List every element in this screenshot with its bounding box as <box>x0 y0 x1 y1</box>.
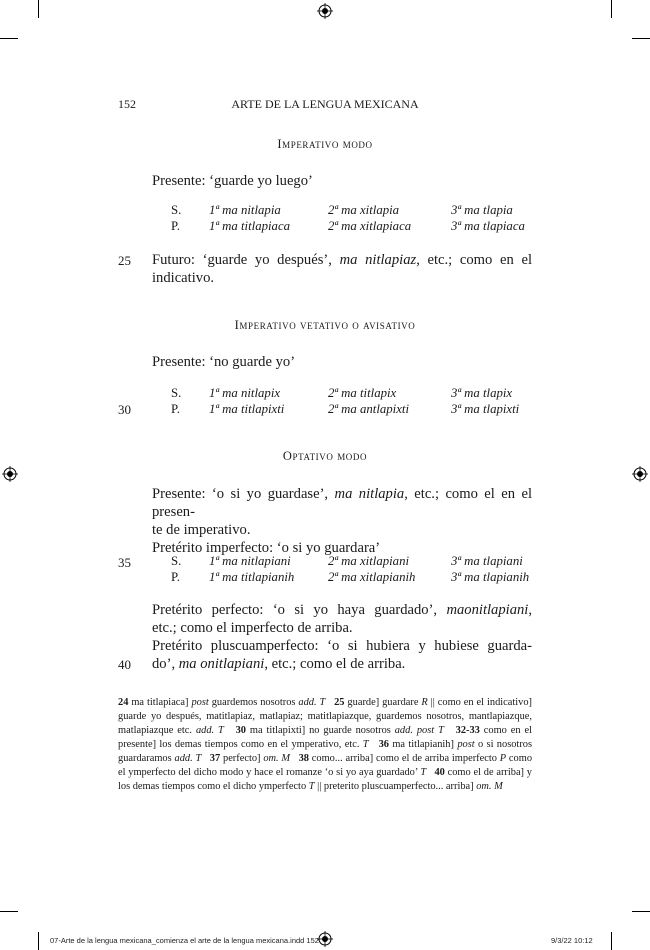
crop-mark <box>38 0 39 18</box>
table-row-label: P. <box>171 570 180 584</box>
presente-line: Presente: ‘no guarde yo’ <box>152 354 296 370</box>
presente-line: Presente: ‘guarde yo luego’ <box>152 173 313 189</box>
table-cell: 3ª ma tlapix <box>451 386 513 400</box>
page-number: 152 <box>118 97 136 111</box>
table-cell: 1ª ma nitlapia <box>209 203 281 217</box>
optativo-presente-paragraph: Presente: ‘o si yo guardase’, ma nitlapia, etc.; como el en el presen- te de imperativo. Pretérito imperfecto: ‘o si yo guardara’ <box>152 486 533 556</box>
table-cell: 3ª ma tlapia <box>451 203 513 217</box>
table-row-label: S. <box>171 203 182 217</box>
preterito-imperfecto-line: Pretérito imperfecto: ‘o si yo guardara’ <box>152 540 381 556</box>
line-number: 35 <box>118 555 131 570</box>
optativo-perfecto-paragraph: Pretérito perfecto: ‘o si yo haya guardado’, maonitlapiani, etc.; como el imperfecto de arriba. Pretérito pluscuamperfecto: ‘o si hubiera y hubiese guarda- do’, ma onitlapiani, etc.; como el de arriba. <box>152 602 532 672</box>
table-row-label: S. <box>171 386 182 400</box>
crop-mark <box>0 38 18 39</box>
table-cell: 3ª ma tlapianih <box>451 570 530 584</box>
table-row-label: P. <box>171 402 180 416</box>
conjugation-table <box>0 386 650 418</box>
crop-mark <box>611 932 612 950</box>
conjugation-table <box>0 554 650 586</box>
table-cell: 1ª ma nitlapix <box>209 386 281 400</box>
table-cell: 2ª ma titlapix <box>328 386 397 400</box>
registration-mark-icon <box>317 931 333 947</box>
pluscuamperfecto-line: Pretérito pluscuamperfecto: ‘o si hubiera y hubiese guarda- <box>152 638 532 654</box>
table-row-label: S. <box>171 554 182 568</box>
crop-mark <box>38 932 39 950</box>
table-row-label: P. <box>171 219 180 233</box>
table-cell: 1ª ma nitlapiani <box>209 554 291 568</box>
registration-mark-icon <box>2 466 18 482</box>
registration-mark-icon <box>632 466 648 482</box>
table-cell: 3ª ma tlapiani <box>451 554 523 568</box>
crop-mark <box>632 38 650 39</box>
footnotes: 24 ma titlapiaca] post guardemos nosotros add. T 25 guarde] guardare R || como en el indicativo] guarde yo después, matitlapiaz, matlapiaz; matitlapiazque, guardemos nosotros, mantlapiazque, matlapiazque etc. add. T 30 ma titlapixti] no guarde nosotros add. post T 32-33 como en el presente] los demas tiempos como en el ymperativo, etc. T 36 ma titlapianih] post o si nosotros guardaramos add. T 37 perfecto] om. M 38 como... arriba] como el de arriba imperfecto P como el ymperfecto del dicho modo y hace el romanze ‘o si yo aya guardado’ T 40 como el de arriba] y los demas tiempos como el dicho ymperfecto T || preterito pluscuamperfecto... arriba] om. M <box>118 697 533 792</box>
registration-mark-icon <box>317 3 333 19</box>
table-cell: 2ª ma xitlapiani <box>328 554 410 568</box>
table-cell: 2ª ma xitlapiaca <box>328 219 412 233</box>
table-cell: 3ª ma tlapiaca <box>451 219 525 233</box>
table-cell: 1ª ma titlapixti <box>209 402 285 416</box>
table-cell: 1ª ma titlapianih <box>209 570 295 584</box>
table-cell: 2ª ma antlapixti <box>328 402 410 416</box>
table-cell: 2ª ma xitlapia <box>328 203 400 217</box>
section-title: Optativo modo <box>282 449 368 463</box>
table-cell: 2ª ma xitlapianih <box>328 570 416 584</box>
table-cell: 1ª ma titlapiaca <box>209 219 291 233</box>
crop-mark <box>632 911 650 912</box>
crop-mark <box>0 911 18 912</box>
crop-mark <box>611 0 612 18</box>
running-title: ARTE DE LA LENGUA MEXICANA <box>231 97 419 111</box>
slug-filename: 07-Arte de la lengua mexicana_comienza el arte de la lengua mexicana.indd 152 <box>50 936 319 945</box>
table-cell: 3ª ma tlapixti <box>451 402 520 416</box>
line-number: 25 <box>118 253 131 268</box>
slug-date: 9/3/22 10:12 <box>551 936 593 945</box>
section-title: Imperativo vetativo o avisativo <box>234 318 416 332</box>
section-title: Imperativo modo <box>277 137 373 151</box>
line-number: 30 <box>118 402 131 417</box>
futuro-paragraph: Futuro: ‘guarde yo después’, ma nitlapiaz, etc.; como en el indicativo. <box>152 252 532 286</box>
line-number: 40 <box>118 657 131 672</box>
conjugation-table <box>0 203 650 235</box>
